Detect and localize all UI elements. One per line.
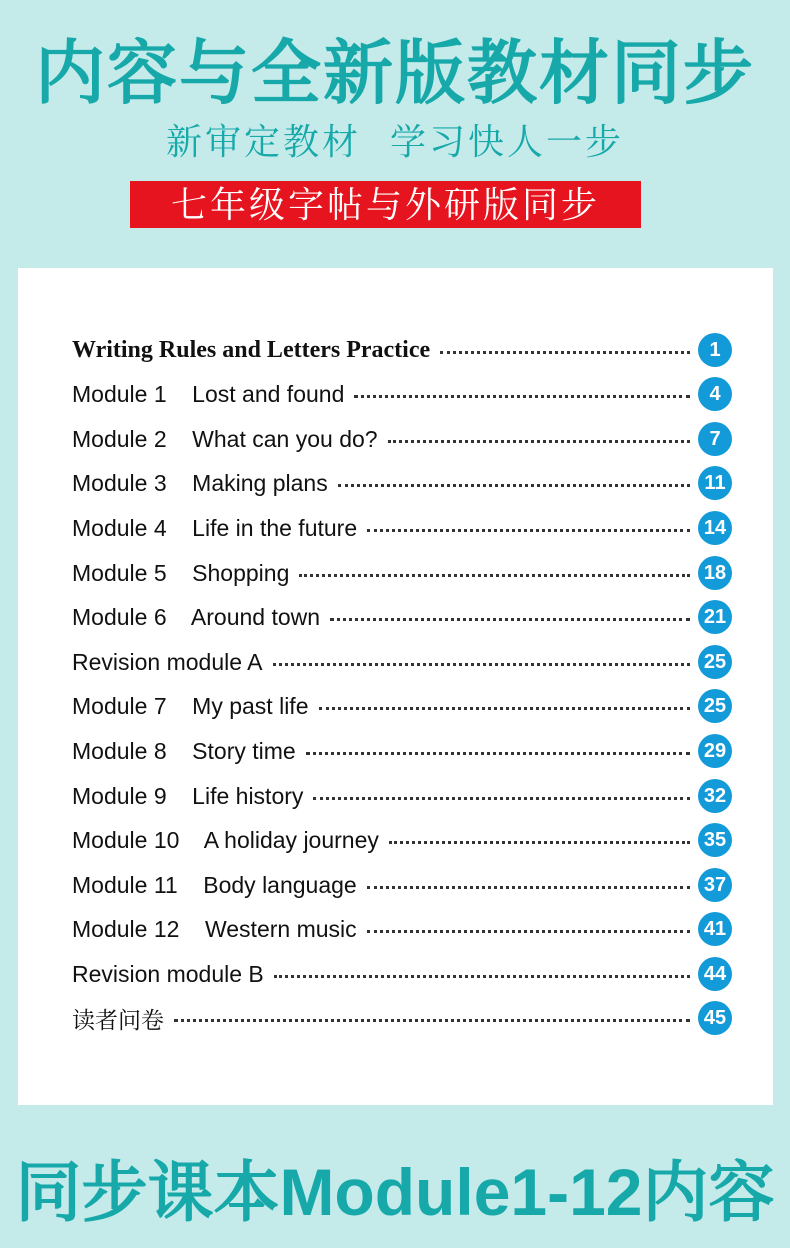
page-number-badge: 25	[698, 645, 732, 679]
page-number-badge: 21	[698, 600, 732, 634]
toc-label: Module 1 Lost and found	[72, 380, 345, 407]
toc-label: Module 6 Around town	[72, 603, 321, 630]
toc-label: Module 7 My past life	[72, 692, 309, 719]
page-number-badge: 32	[698, 779, 732, 813]
toc-dot-leader	[319, 707, 691, 710]
toc-label: Module 2 What can you do?	[72, 425, 378, 452]
page-number-badge: 18	[698, 556, 732, 590]
toc-label: 读者问卷	[72, 1006, 164, 1033]
page-number-badge: 41	[698, 912, 732, 946]
toc-dot-leader	[367, 886, 690, 889]
toc-label: Module 11 Body language	[72, 871, 357, 898]
toc-label: Revision module B	[72, 960, 264, 987]
page-number-badge: 44	[698, 957, 732, 991]
footer-caption: 同步课本Module1-12内容	[15, 1155, 775, 1229]
toc-row[interactable]	[72, 822, 732, 858]
toc-dot-leader	[313, 797, 690, 800]
toc-row[interactable]	[72, 1000, 732, 1036]
toc-label: Module 3 Making plans	[72, 469, 328, 496]
subtitle-right: 学习快人一步	[390, 121, 625, 162]
toc-dot-leader	[299, 574, 690, 577]
toc-row[interactable]	[72, 911, 732, 947]
toc-row[interactable]	[72, 332, 732, 368]
toc-dot-leader	[354, 395, 690, 398]
page-number-badge: 1	[698, 333, 732, 367]
grade-banner: 七年级字帖与外研版同步	[130, 181, 641, 228]
toc-label: Revision module A	[72, 648, 263, 675]
page-number-badge: 35	[698, 823, 732, 857]
toc-label: Module 8 Story time	[72, 737, 296, 764]
page-number-badge: 25	[698, 689, 732, 723]
subtitle	[0, 118, 790, 166]
page-number-badge: 14	[698, 511, 732, 545]
toc-row[interactable]	[72, 688, 732, 724]
toc-dot-leader	[367, 529, 690, 532]
toc-row[interactable]	[72, 778, 732, 814]
toc-dot-leader	[330, 618, 690, 621]
toc-label: Module 4 Life in the future	[72, 514, 358, 541]
toc-row[interactable]	[72, 644, 732, 680]
toc-label: Module 9 Life history	[72, 782, 304, 809]
toc-dot-leader	[367, 930, 690, 933]
toc-dot-leader	[338, 484, 690, 487]
page-number-badge: 11	[698, 466, 732, 500]
toc-label: Module 12 Western music	[72, 915, 357, 942]
page-number-badge: 37	[698, 868, 732, 902]
toc-row[interactable]	[72, 599, 732, 635]
toc-dot-leader	[388, 440, 690, 443]
toc-label: Module 10 A holiday journey	[72, 826, 379, 853]
toc-row[interactable]	[72, 376, 732, 412]
toc-row[interactable]	[72, 956, 732, 992]
toc-label: Writing Rules and Letters Practice	[72, 336, 431, 363]
page-number-badge: 4	[698, 377, 732, 411]
toc-dot-leader	[389, 841, 690, 844]
toc-row[interactable]	[72, 555, 732, 591]
toc-dot-leader	[440, 351, 690, 354]
page-number-badge: 7	[698, 422, 732, 456]
toc-row[interactable]	[72, 421, 732, 457]
subtitle-left: 新审定教材	[165, 121, 361, 162]
toc-label: Module 5 Shopping	[72, 559, 290, 586]
page-number-badge: 29	[698, 734, 732, 768]
toc-row[interactable]	[72, 733, 732, 769]
toc-dot-leader	[274, 975, 690, 978]
toc-dot-leader	[306, 752, 690, 755]
page-number-badge: 45	[698, 1001, 732, 1035]
toc-dot-leader	[273, 663, 691, 666]
page-title: 内容与全新版教材同步	[35, 34, 755, 112]
toc-dot-leader	[174, 1019, 690, 1022]
toc-row[interactable]	[72, 465, 732, 501]
toc-row[interactable]	[72, 510, 732, 546]
toc-row[interactable]	[72, 867, 732, 903]
